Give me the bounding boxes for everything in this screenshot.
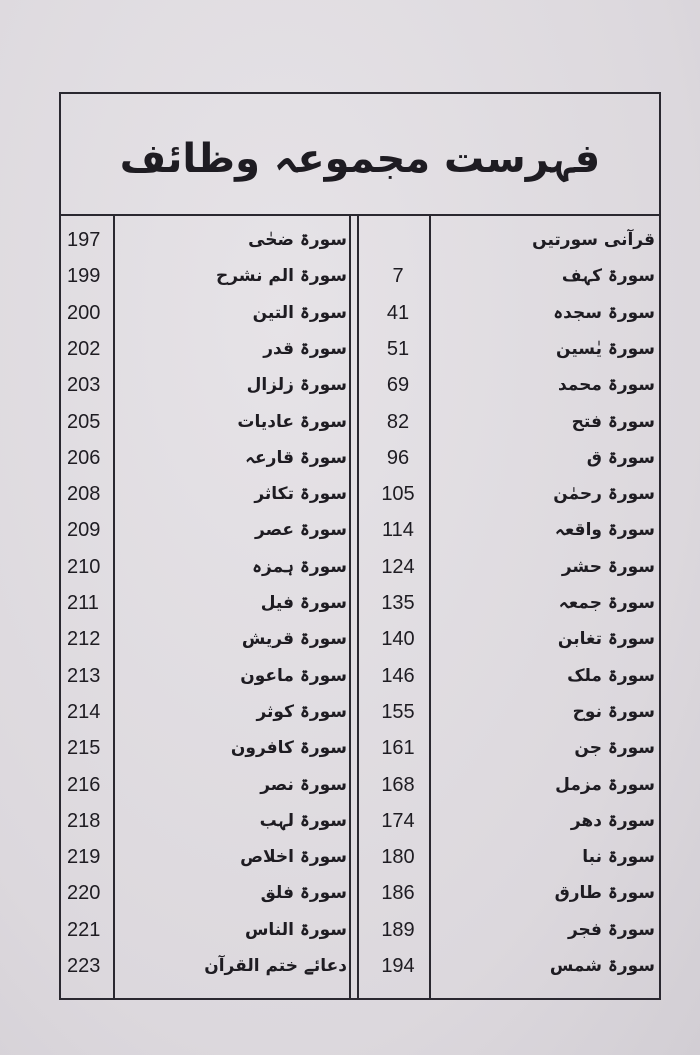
left-page-number: 215 bbox=[67, 737, 101, 760]
right-page-number: 124 bbox=[381, 555, 415, 578]
right-page-number: 114 bbox=[382, 519, 414, 542]
right-column-header: قرآنی سورتیں bbox=[532, 230, 655, 250]
right-page-number: 140 bbox=[381, 628, 415, 651]
left-page-number: 197 bbox=[67, 229, 101, 251]
index-row bbox=[61, 948, 659, 984]
right-page-number: 168 bbox=[381, 773, 415, 796]
right-page-number: 189 bbox=[381, 918, 415, 941]
left-surah-name: دعائے ختم القرآن bbox=[204, 956, 347, 976]
index-row bbox=[61, 331, 659, 367]
left-page-number: 221 bbox=[67, 918, 101, 941]
right-surah-name: سورۃ رحمٰن bbox=[553, 484, 655, 505]
right-surah-name: سورۃ جن bbox=[574, 738, 655, 759]
right-page-number: 155 bbox=[381, 700, 415, 723]
left-surah-name: سورۃ التین bbox=[252, 302, 347, 323]
right-page-number: 7 bbox=[392, 265, 404, 288]
right-surah-name: سورۃ ملک bbox=[567, 665, 655, 686]
right-page-number: 41 bbox=[386, 301, 410, 324]
left-surah-name: سورۃ الناس bbox=[244, 919, 347, 940]
left-surah-name: سورۃ قارعہ bbox=[245, 447, 347, 468]
right-surah-name: سورۃ کہف bbox=[561, 266, 655, 287]
index-row bbox=[61, 585, 659, 621]
right-surah-name: سورۃ ق bbox=[586, 447, 655, 468]
left-surah-name: سورۃ فیل bbox=[260, 593, 347, 613]
right-surah-name: سورۃ حشر bbox=[561, 556, 655, 577]
index-row bbox=[61, 476, 659, 512]
left-page-number: 212 bbox=[67, 628, 101, 651]
index-row bbox=[61, 258, 659, 294]
right-surah-name: سورۃ شمس bbox=[549, 956, 655, 976]
right-page-number: 146 bbox=[381, 664, 415, 687]
left-surah-name: سورۃ عادیات bbox=[237, 411, 347, 432]
index-row bbox=[61, 694, 659, 730]
left-surah-name: سورۃ قریش bbox=[241, 629, 347, 650]
right-surah-name: سورۃ جمعہ bbox=[558, 593, 655, 613]
index-row bbox=[61, 367, 659, 403]
index-title: فہرست مجموعہ وظائف bbox=[119, 136, 601, 182]
left-surah-name: سورۃ نصر bbox=[260, 774, 347, 795]
left-page-number: 213 bbox=[67, 664, 101, 687]
right-surah-name: سورۃ تغابن bbox=[557, 629, 655, 650]
left-surah-name: سورۃ ضحٰی bbox=[248, 230, 347, 250]
right-surah-name: سورۃ یٰسین bbox=[556, 338, 655, 359]
left-surah-name: سورۃ ہمزہ bbox=[252, 556, 347, 577]
left-surah-name: سورۃ کافرون bbox=[230, 738, 347, 759]
left-page-number: 214 bbox=[67, 700, 101, 723]
index-row bbox=[61, 658, 659, 694]
index-row bbox=[61, 621, 659, 657]
index-row bbox=[61, 440, 659, 476]
right-page-number: 186 bbox=[381, 882, 415, 905]
left-page-number: 211 bbox=[67, 592, 99, 614]
right-page-number: 180 bbox=[381, 846, 415, 869]
left-surah-name: سورۃ الم نشرح bbox=[215, 266, 347, 287]
index-row bbox=[61, 839, 659, 875]
left-page-number: 220 bbox=[67, 882, 101, 905]
right-page-number: 82 bbox=[386, 410, 410, 433]
right-surah-name: سورۃ نوح bbox=[572, 701, 655, 722]
left-surah-name: سورۃ تکاثر bbox=[254, 484, 347, 505]
left-page-number: 218 bbox=[67, 809, 101, 832]
left-page-number: 206 bbox=[67, 446, 101, 469]
left-page-number: 216 bbox=[67, 773, 101, 796]
left-page-number: 208 bbox=[67, 483, 101, 506]
left-page-number: 210 bbox=[67, 555, 101, 578]
left-page-number: 199 bbox=[67, 265, 101, 288]
right-surah-name: سورۃ مزمل bbox=[555, 774, 655, 795]
index-row bbox=[61, 803, 659, 839]
right-page-number: 105 bbox=[381, 483, 415, 506]
left-page-number: 209 bbox=[67, 519, 101, 542]
left-page-number: 219 bbox=[67, 846, 101, 869]
left-page-number: 205 bbox=[67, 410, 101, 433]
right-surah-name: سورۃ فجر bbox=[567, 919, 655, 940]
right-surah-name: سورۃ دھر bbox=[570, 810, 655, 831]
right-surah-name: سورۃ سجدہ bbox=[553, 302, 655, 323]
left-page-number: 203 bbox=[67, 374, 101, 397]
right-surah-name: سورۃ واقعہ bbox=[554, 520, 655, 541]
left-page-number: 223 bbox=[67, 955, 101, 977]
left-surah-name: سورۃ عصر bbox=[255, 520, 347, 541]
index-frame bbox=[59, 92, 661, 1000]
right-surah-name: سورۃ فتح bbox=[571, 411, 655, 432]
right-page-number: 194 bbox=[381, 955, 415, 977]
right-page-number: 135 bbox=[381, 592, 415, 614]
index-row bbox=[61, 295, 659, 331]
index-row bbox=[61, 767, 659, 803]
index-row bbox=[61, 512, 659, 548]
left-page-number: 200 bbox=[67, 301, 101, 324]
index-row bbox=[61, 912, 659, 948]
left-surah-name: سورۃ لہب bbox=[259, 810, 347, 831]
right-page-number: 161 bbox=[381, 737, 415, 760]
left-surah-name: سورۃ اخلاص bbox=[240, 847, 347, 868]
left-surah-name: سورۃ قدر bbox=[263, 338, 347, 359]
right-page-number: 51 bbox=[386, 337, 410, 360]
left-page-number: 202 bbox=[67, 337, 101, 360]
index-row bbox=[61, 222, 659, 258]
left-surah-name: سورۃ زلزال bbox=[246, 375, 347, 396]
right-surah-name: سورۃ طارق bbox=[554, 883, 655, 904]
right-surah-name: سورۃ نبا bbox=[582, 847, 655, 868]
left-surah-name: سورۃ فلق bbox=[260, 883, 347, 904]
index-row bbox=[61, 730, 659, 766]
right-page-number: 96 bbox=[386, 446, 410, 469]
left-surah-name: سورۃ ماعون bbox=[240, 665, 347, 686]
index-row bbox=[61, 875, 659, 911]
title-box bbox=[61, 94, 659, 216]
index-row bbox=[61, 404, 659, 440]
right-page-number: 69 bbox=[386, 374, 410, 397]
right-surah-name: سورۃ محمد bbox=[557, 375, 655, 396]
right-page-number: 174 bbox=[381, 809, 415, 832]
left-surah-name: سورۃ کوثر bbox=[256, 701, 347, 722]
index-row bbox=[61, 549, 659, 585]
